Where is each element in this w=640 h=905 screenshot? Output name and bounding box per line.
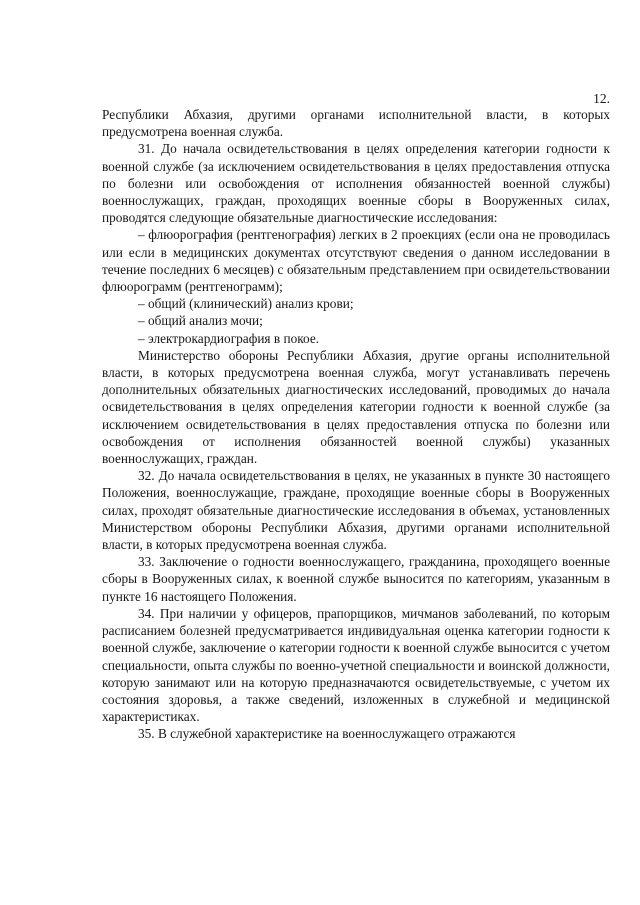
paragraph: Республики Абхазия, другими органами исполнительной власти, в которых предусмотрена военная служба. xyxy=(102,107,610,140)
paragraph: 35. В служебной характеристике на военнослужащего отражаются xyxy=(138,726,516,742)
document-body xyxy=(102,106,610,743)
page-number: 12. xyxy=(593,91,610,106)
paragraph: 34. При наличии у офицеров, прапорщиков, мичманов заболеваний, по которым расписанием болезней предусматривается индивидуальная оценка категории годности к военной службе, заключение о категории годности к военной службе выносится с учетом специальности, опыта службы по военно-учетной специальности и воинской должности, которую занимают или на которую предназначаются освидетельствуемые, с учетом их состояния здоровья, а также сведений, изложенных в служебной и медицинской характеристиках. xyxy=(102,605,610,725)
list-item: – электрокардиография в покое. xyxy=(138,330,320,346)
paragraph: 32. До начала освидетельствования в целях, не указанных в пункте 30 настоящего Положения, военнослужащие, граждане, проходящие военные сборы в Вооруженных силах, проходят обязательные диагностические исследования в объемах, установленных Министерством обороны Республики Абхазия, другими органами исполнительной власти, в которых предусмотрена военная служба. xyxy=(102,468,610,553)
paragraph: Министерство обороны Республики Абхазия, другие органы исполнительной власти, в которых предусмотрена военная служба, могут устанавливать перечень дополнительных обязательных диагностических исследований, проводимых до начала освидетельствования в целях определения категории годности к военной службе (за исключением освидетельствования в целях предоставления отпуска по болезни или освобождения от исполнения обязанностей военной службы) указанных военнослужащих, граждан. xyxy=(102,347,610,467)
list-item: – общий анализ мочи; xyxy=(138,313,263,329)
list-item: – общий (клинический) анализ крови; xyxy=(138,296,354,312)
paragraph: 33. Заключение о годности военнослужащего, гражданина, проходящего военные сборы в Вооруженных силах, к военной службе выносится по категориям, указанным в пункте 16 настоящего Положения. xyxy=(102,554,610,604)
paragraph: 31. До начала освидетельствования в целях определения категории годности к военной службе (за исключением освидетельствования в целях предоставления отпуска по болезни или освобождения от исполнения обязанностей военной службы) военнослужащих, граждан, проходящих военные сборы в Вооруженных силах, проводятся следующие обязательные диагностические исследования: xyxy=(102,141,610,226)
list-item: – флюорография (рентгенография) легких в 2 проекциях (если она не проводилась или если в медицинских документах отсутствуют сведения о данном исследовании в течение последних 6 месяцев) с обязательным представлением при освидетельствовании флюорограмм (рентгенограмм); xyxy=(102,227,610,295)
